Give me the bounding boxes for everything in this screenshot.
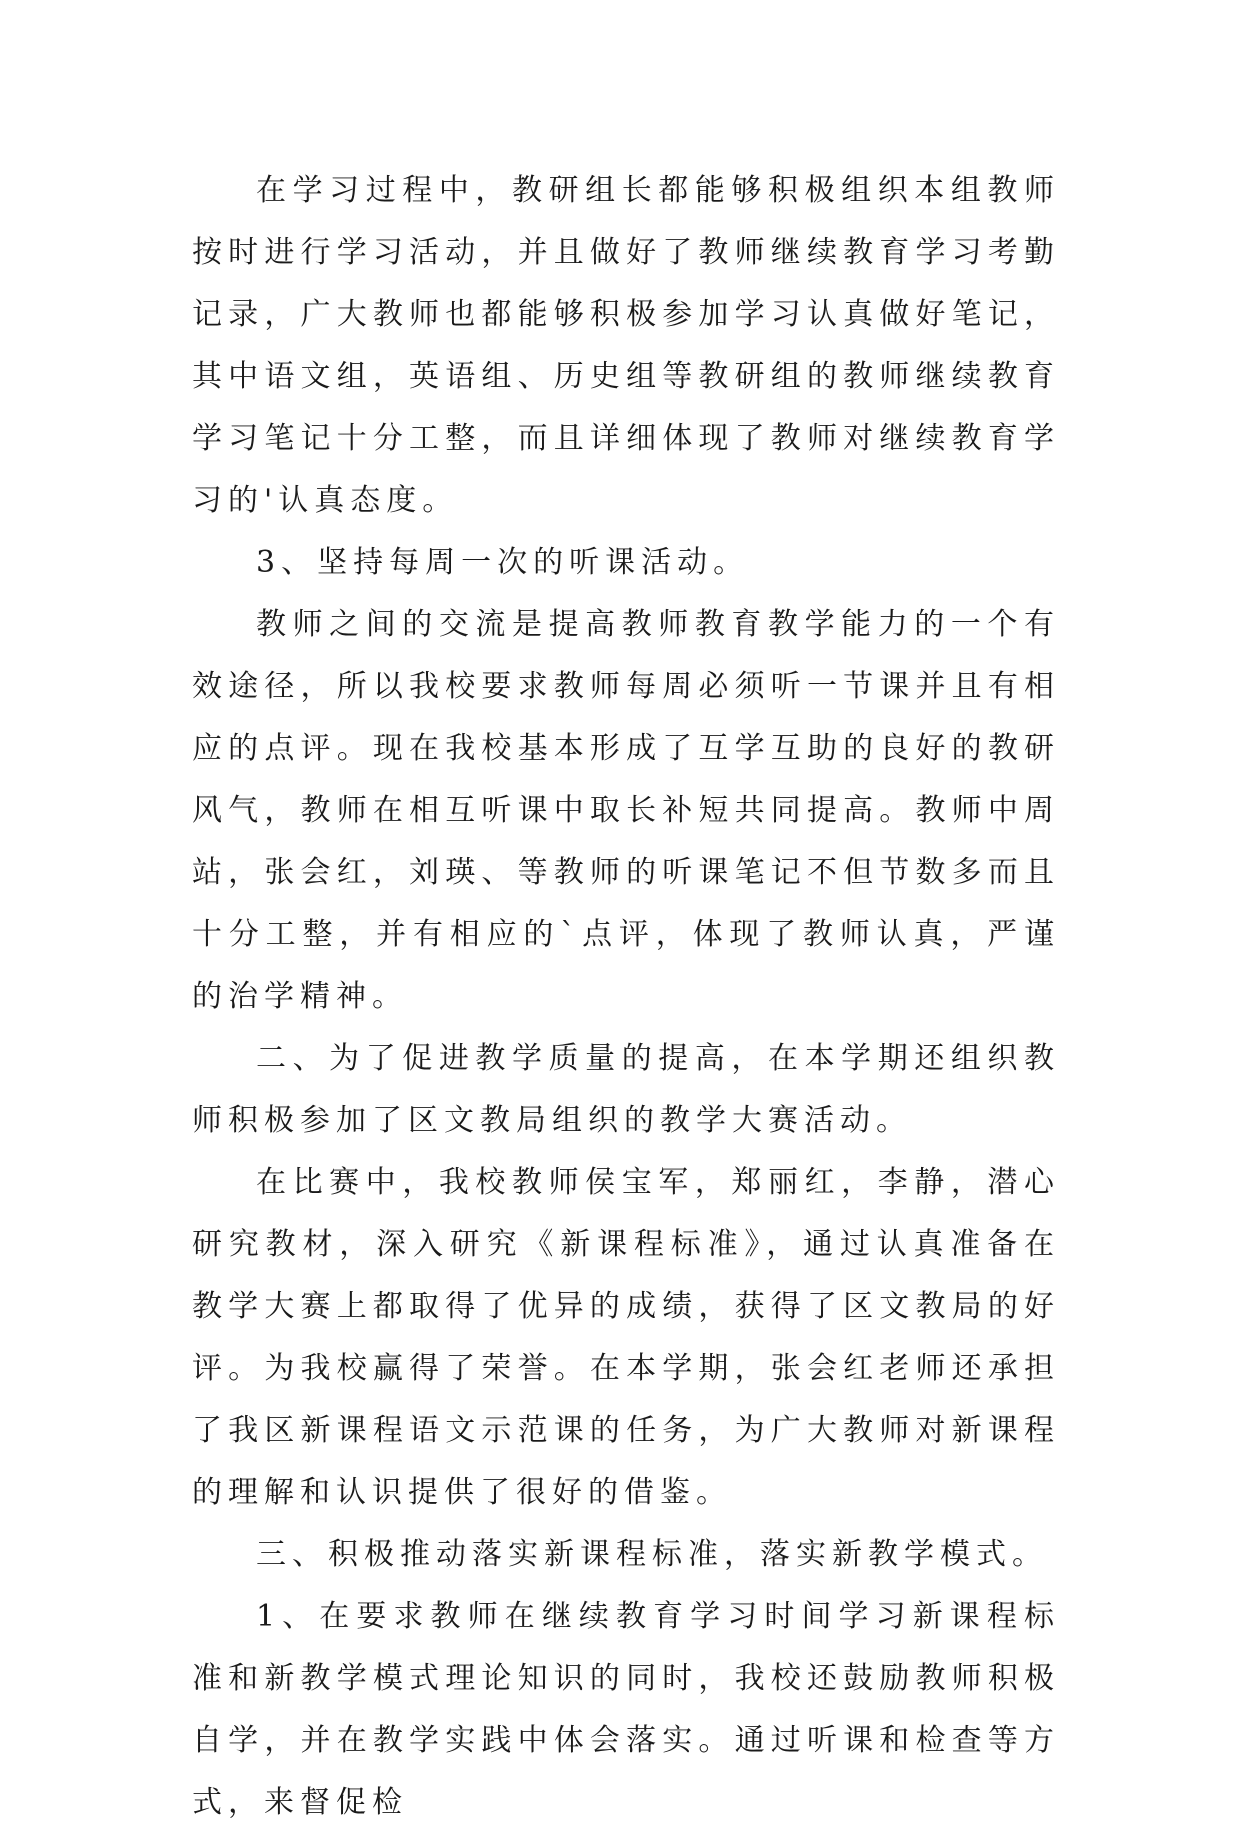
paragraph-teacher-exchange: 教师之间的交流是提高教师教育教学能力的一个有效途径，所以我校要求教师每周必须听一节课并且有相应的点评。现在我校基本形成了互学互助的良好的教研风气，教师在相互听课中取长补短共同提高。教师中周站，张会红，刘瑛、等教师的听课笔记不但节数多而且十分工整，并有相应的`点评，体现了教师认真，严谨的治学精神。 (192, 607, 1060, 1014)
paragraph-contest-results: 在比赛中，我校教师侯宝军，郑丽红，李静，潜心研究教材，深入研究《新课程标准》，通过认真准备在教学大赛上都取得了优异的成绩，获得了区文教局的好评。为我校赢得了荣誉。在本学期，张会红老师还承担了我区新课程语文示范课的任务，为广大教师对新课程的理解和认识提供了很好的借鉴。 (192, 1165, 1060, 1510)
paragraph-heading-teaching-contest: 二、为了促进教学质量的提高，在本学期还组织教师积极参加了区文教局组织的教学大赛活动。 (192, 1041, 1060, 1138)
paragraph-self-study: 1、在要求教师在继续教育学习时间学习新课程标准和新教学模式理论知识的同时，我校还鼓励教师积极自学，并在教学实践中体会落实。通过听课和检查等方式，来督促检 (192, 1599, 1060, 1820)
document-body (192, 160, 1060, 1834)
paragraph-study-process: 在学习过程中，教研组长都能够积极组织本组教师按时进行学习活动，并且做好了教师继续教育学习考勤记录，广大教师也都能够积极参加学习认真做好笔记，其中语文组，英语组、历史组等教研组的教师继续教育学习笔记十分工整，而且详细体现了教师对继续教育学习的'认真态度。 (192, 173, 1060, 518)
paragraph-heading-weekly-lectures: 3、坚持每周一次的听课活动。 (256, 545, 750, 580)
paragraph-heading-new-curriculum: 三、积极推动落实新课程标准，落实新教学模式。 (256, 1537, 1048, 1572)
